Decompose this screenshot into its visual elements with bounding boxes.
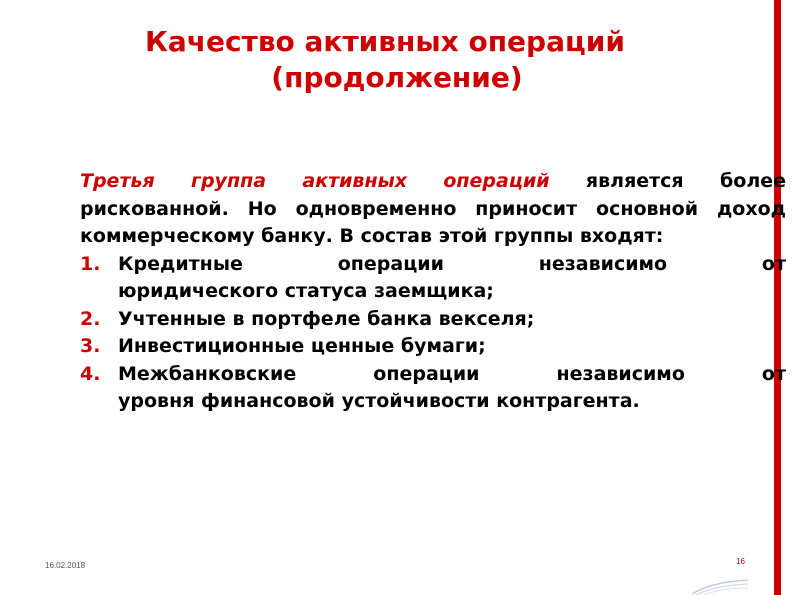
list-item-text-line2: уровня финансовой устойчивости контрагента. bbox=[118, 390, 640, 412]
title-line-2: (продолжение) bbox=[271, 61, 523, 94]
intro-text: рискованной. Но одновременно приносит основной доход коммерческому банку. В состав этой группы входят: bbox=[80, 197, 786, 247]
list-number: 3. bbox=[80, 335, 101, 357]
page-number: 16 bbox=[736, 557, 745, 566]
decorative-swoosh-graphic bbox=[690, 576, 750, 595]
list-item-text: Учтенные в портфеле банка векселя; bbox=[118, 307, 535, 330]
list-number: 1. bbox=[80, 252, 101, 275]
operations-list bbox=[80, 251, 786, 416]
footer-date: 16.02.2018 bbox=[45, 561, 86, 570]
slide-title bbox=[0, 24, 794, 96]
list-number: 4. bbox=[80, 362, 101, 385]
list-item bbox=[80, 361, 786, 416]
intro-text-first: является более bbox=[549, 170, 787, 192]
list-item-text-line2: юридического статуса заемщика; bbox=[118, 280, 494, 302]
list-number: 2. bbox=[80, 307, 101, 330]
list-item bbox=[80, 333, 786, 361]
intro-paragraph bbox=[80, 168, 786, 251]
list-item-text-line1: Кредитные операции независимо от bbox=[118, 252, 786, 275]
title-line-1: Качество активных операций bbox=[145, 25, 625, 58]
list-item bbox=[80, 306, 786, 334]
list-item-text: Инвестиционные ценные бумаги; bbox=[118, 335, 486, 357]
list-item-text-line1: Межбанковские операции независимо от bbox=[118, 362, 786, 385]
list-item bbox=[80, 251, 786, 306]
intro-emphasis: Третья группа активных операций bbox=[80, 170, 550, 192]
slide-body bbox=[80, 168, 786, 416]
